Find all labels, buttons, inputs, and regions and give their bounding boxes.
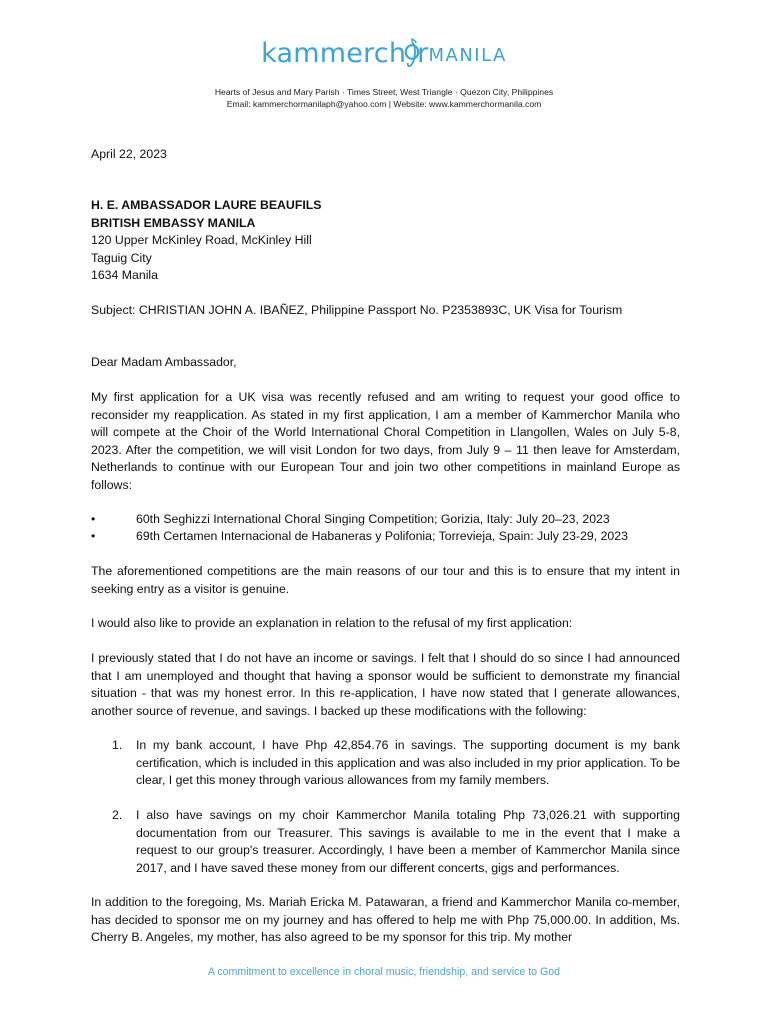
bullet-marker: • bbox=[91, 529, 96, 543]
footer-motto: A commitment to excellence in choral music, friendship, and service to God bbox=[207, 966, 561, 978]
organization-contact: Email: kammerchormanilaph@yahoo.com | Website: www.kammerchormanila.com bbox=[226, 99, 542, 109]
item-text: I also have savings on my choir Kammerchor Manila totaling Php 73,026.21 with supporting documentation from our Treasurer. This savings is available to me in the event that I make a request to our group's treasurer. Accordingly, I have been a member of Kammerchor Manila since 2017, and I have saved these money from our different concerts, gigs and performances. bbox=[136, 808, 680, 875]
item-number: 2. bbox=[112, 808, 123, 822]
music-note-icon bbox=[405, 38, 419, 68]
paragraph-income: I previously stated that I do not have an income or savings. I felt that I should do so since I had announced that I am unemployed and thought that having a sponsor would be sufficient to demonstrate my financial situation - that was my honest error. In this re-application, I have now stated that I generate allowances, another source of revenue, and savings. I backed up these modifications with the following: bbox=[91, 651, 680, 718]
item-text: In my bank account, I have Php 42,854.76 in savings. The supporting document is my bank certification, which is included in this application and was also included in my prior application. To be clear, I get this money through various allowances from my family members. bbox=[136, 738, 680, 788]
organization-logo bbox=[0, 38, 768, 69]
item-number: 1. bbox=[112, 738, 123, 752]
recipient-organization: BRITISH EMBASSY MANILA bbox=[91, 216, 256, 230]
bullet-text: 69th Certamen Internacional de Habaneras y Polifonia; Torrevieja, Spain: July 23-29, 2023 bbox=[136, 529, 628, 543]
letter-salutation: Dear Madam Ambassador, bbox=[91, 355, 237, 369]
logo-suffix: MANILA bbox=[428, 45, 507, 66]
recipient-address-line3: 1634 Manila bbox=[91, 268, 158, 282]
logo-after-note: r bbox=[417, 38, 429, 69]
paragraph-intro: My first application for a UK visa was recently refused and am writing to request your good office to reconsider my reapplication. As stated in my first application, I am a member of Kammerchor Manila who will compete at the Choir of the World International Choral Competition in Llangollen, Wales on July 5-8, 2023. After the competition, we will visit London for two days, from July 9 – 11 then leave for Amsterdam, Netherlands to continue with our European Tour and join two other competitions in mainland Europe as follows: bbox=[91, 390, 680, 492]
letter-date: April 22, 2023 bbox=[91, 147, 167, 161]
bullet-marker: • bbox=[91, 512, 96, 526]
recipient-address-line2: Taguig City bbox=[91, 251, 152, 265]
paragraph-explanation: I would also like to provide an explanation in relation to the refusal of my first application: bbox=[91, 616, 573, 630]
organization-address: Hearts of Jesus and Mary Parish · Times Street, West Triangle · Quezon City, Philippines bbox=[214, 87, 554, 97]
recipient-address-line1: 120 Upper McKinley Road, McKinley Hill bbox=[91, 233, 312, 247]
logo-prefix: kammerch bbox=[261, 38, 407, 69]
recipient-name: H. E. AMBASSADOR LAURE BEAUFILS bbox=[91, 198, 322, 212]
paragraph-sponsors: In addition to the foregoing, Ms. Mariah Ericka M. Patawaran, a friend and Kammerchor Manila co-member, has decided to sponsor me on my journey and has offered to help me with Php 75,000.00. In addition, Ms. Cherry B. Angeles, my mother, has also agreed to be my sponsor for this trip. My mother bbox=[91, 895, 680, 945]
letter-subject: Subject: CHRISTIAN JOHN A. IBAÑEZ, Philippine Passport No. P2353893C, UK Visa for Tourism bbox=[91, 303, 623, 317]
bullet-text: 60th Seghizzi International Choral Singing Competition; Gorizia, Italy: July 20–23, 2023 bbox=[136, 512, 610, 526]
paragraph-intent: The aforementioned competitions are the main reasons of our tour and this is to ensure that my intent in seeking entry as a visitor is genuine. bbox=[91, 564, 680, 596]
